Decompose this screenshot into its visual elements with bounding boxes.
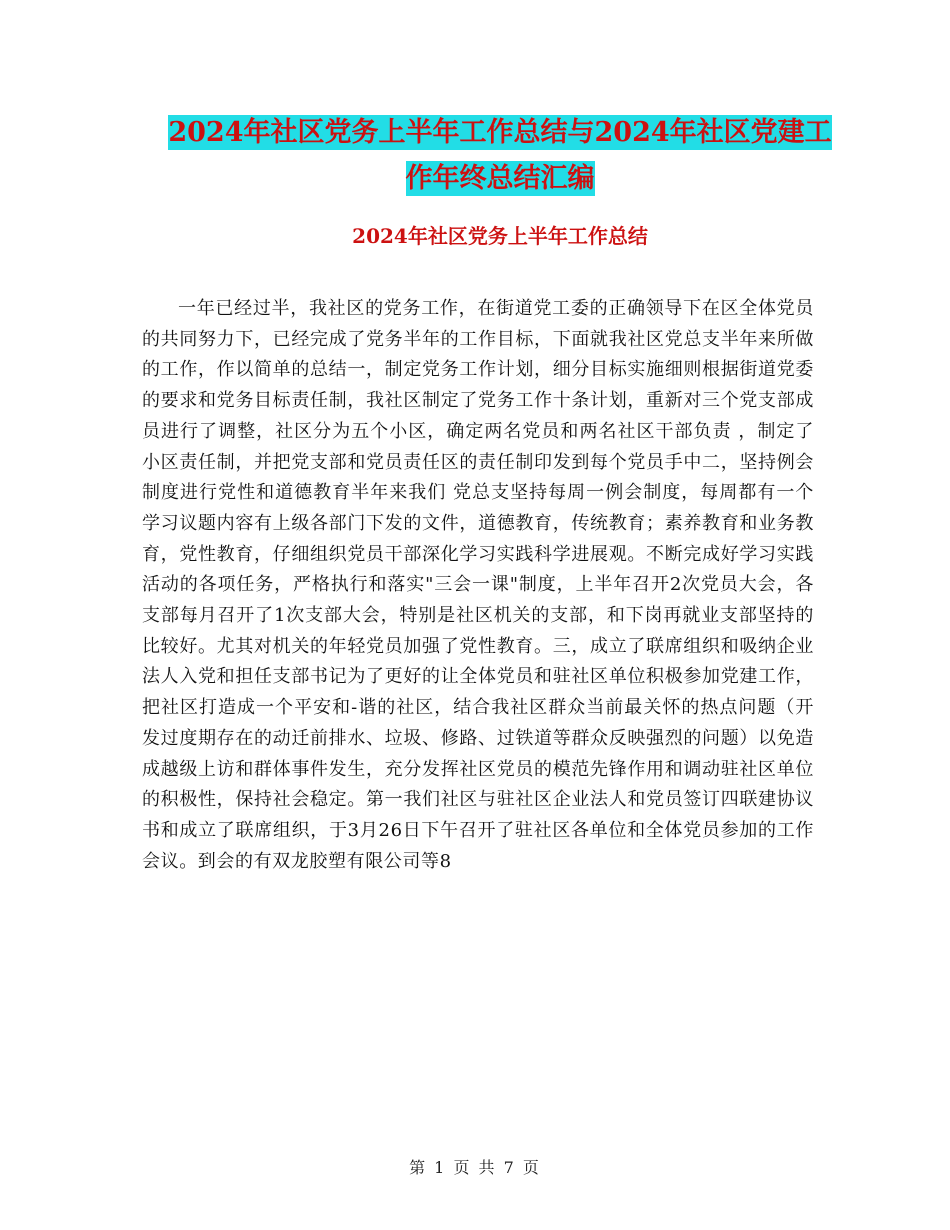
page-indicator: 第 1 页 共 7 页 [409,1158,541,1177]
section-title: 2024年社区党务上半年工作总结 [352,224,648,248]
document-title-line-2: 作年终总结汇编 [405,163,595,194]
body-paragraph: 一年已经过半，我社区的党务工作，在街道党工委的正确领导下在区全体党员的共同努力下，已经完成了党务半年的工作目标，下面就我社区党总支半年来所做的工作，作以简单的总结一，制定党务工作计划，细分目标实施细则根据街道党委的要求和党务目标责任制，我社区制定了党务工作十条计划，重新对三个党支部成员进行了调整，社区分为五个小区，确定两名党员和两名社区干部负责 ，制定了小区责任制，并把党支部和党员责任区的责任制印发到每个党员手中二，坚持例会制度进行党性和道德教育半年来我们 党总支坚持每周一例会制度，每周都有一个学习议题内容有上级各部门下发的文件，道德教育，传统教育；素养教育和业务教育，党性教育，仔细组织党员干部深化学习实践科学进展观。不断完成好学习实践活动的各项任务，严格执行和落实"三会一课"制度，上半年召开2次党员大会，各支部每月召开了1次支部大会，特别是社区机关的支部，和下岗再就业支部坚持的比较好。尤其对机关的年轻党员加强了党性教育。三，成立了联席组织和吸纳企业法人入党和担任支部书记为了更好的让全体党员和驻社区单位积极参加党建工作，把社区打造成一个平安和-谐的社区，结合我社区群众当前最关怀的热点问题（开发过度期存在的动迁前排水、垃圾、修路、过铁道等群众反映强烈的问题）以免造成越级上访和群体事件发生，充分发挥社区党员的模范先锋作用和调动驻社区单位的积极性，保持社会稳定。第一我们社区与驻社区企业法人和党员签订四联建协议书和成立了联席组织，于3月26日下午召开了驻社区各单位和全体党员参加的工作会议。到会的有双龙胶塑有限公司等8 [142,298,814,872]
document-title-line-1: 2024年社区党务上半年工作总结与2024年社区党建工 [168,117,832,148]
document-title [140,110,860,202]
